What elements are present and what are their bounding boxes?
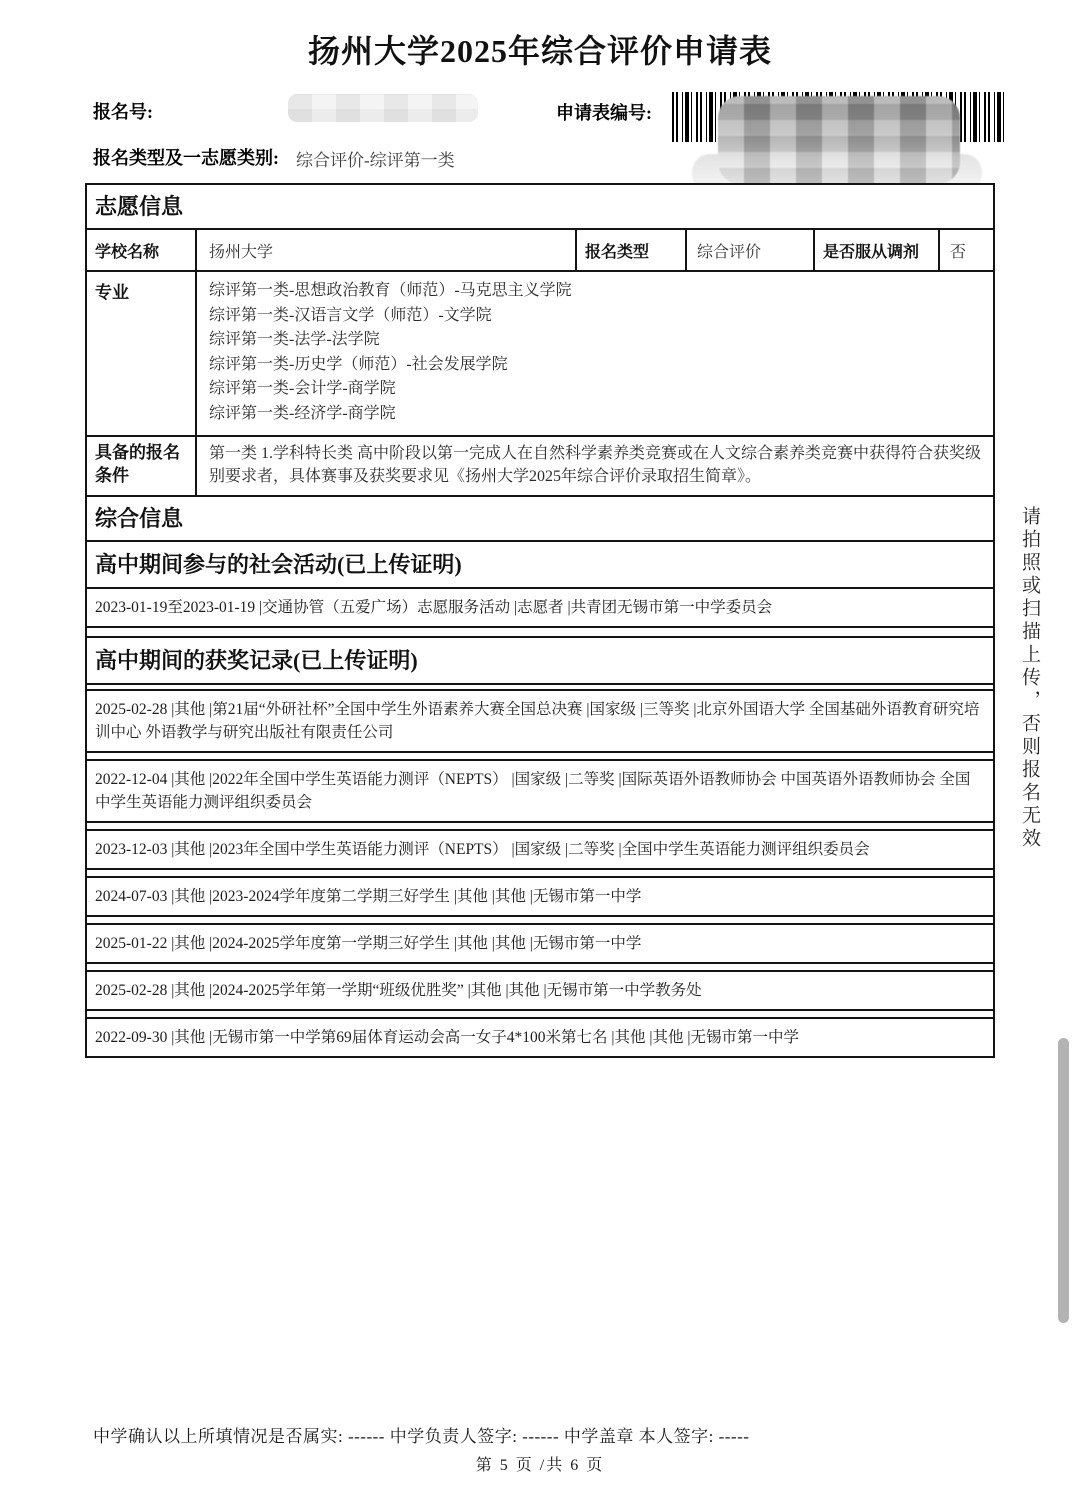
adjust-label: 是否服从调剂 bbox=[815, 230, 940, 270]
form-table bbox=[85, 183, 995, 1058]
major-label: 专业 bbox=[87, 272, 197, 435]
award-row: 2024-07-03 |其他 |2023-2024学年度第二学期三好学生 |其他 |其他 |无锡市第一中学 bbox=[87, 876, 993, 917]
major-item: 综评第一类-会计学-商学院 bbox=[209, 380, 396, 397]
major-item: 综评第一类-历史学（师范）-社会发展学院 bbox=[209, 355, 508, 373]
major-item: 综评第一类-汉语言文学（师范）-文学院 bbox=[209, 306, 492, 324]
upload-reminder-note: 请拍照或扫描上传，否则报名无效 bbox=[1019, 506, 1040, 851]
condition-row bbox=[87, 437, 993, 497]
apply-type-label: 报名类型 bbox=[577, 230, 687, 270]
social-activities-title: 高中期间参与的社会活动(已上传证明) bbox=[87, 542, 993, 589]
awards-title: 高中期间的获奖记录(已上传证明) bbox=[87, 636, 993, 685]
form-no-barcode bbox=[672, 92, 1004, 142]
award-row: 2022-09-30 |其他 |无锡市第一中学第69届体育运动会高一女子4*100米第七名 |其他 |其他 |无锡市第一中学 bbox=[87, 1017, 993, 1056]
majors-row bbox=[87, 272, 993, 437]
section-title-comprehensive: 综合信息 bbox=[87, 497, 993, 542]
reg-no-label: 报名号: bbox=[93, 102, 153, 122]
page-title: 扬州大学2025年综合评价申请表 bbox=[307, 33, 772, 69]
page-number: 第 5 页 /共 6 页 bbox=[475, 1457, 605, 1474]
reg-no-redaction bbox=[288, 94, 478, 122]
apply-category-label: 报名类型及一志愿类别: bbox=[93, 148, 279, 168]
award-row: 2025-02-28 |其他 |2024-2025学年第一学期“班级优胜奖” |其他 |其他 |无锡市第一中学教务处 bbox=[87, 970, 993, 1011]
apply-category-value: 综合评价-综评第一类 bbox=[296, 151, 455, 170]
award-row: 2025-02-28 |其他 |第21届“外研社杯”全国中学生外语素养大赛全国总决赛 |国家级 |三等奖 |北京外国语大学 全国基础外语教育研究培训中心 外语教学与研究出版社有限责任公司 bbox=[87, 689, 993, 753]
social-activity-row: 2023-01-19至2023-01-19 |交通协管（五爱广场）志愿服务活动 |志愿者 |共青团无锡市第一中学委员会 bbox=[87, 589, 993, 628]
form-no-label: 申请表编号: bbox=[556, 103, 652, 123]
scrollbar-thumb[interactable] bbox=[1058, 1038, 1069, 1323]
award-row: 2022-12-04 |其他 |2022年全国中学生英语能力测评（NEPTS） |国家级 |二等奖 |国际英语外语教师协会 中国英语外语教师协会 全国中学生英语能力测评组织委员会 bbox=[87, 759, 993, 823]
major-item: 综评第一类-思想政治教育（师范）-马克思主义学院 bbox=[209, 282, 572, 299]
school-name-value: 扬州大学 bbox=[197, 230, 577, 270]
condition-label: 具备的报名条件 bbox=[87, 437, 197, 495]
major-item: 综评第一类-经济学-商学院 bbox=[209, 404, 396, 422]
major-item: 综评第一类-法学-法学院 bbox=[209, 331, 380, 348]
award-row: 2025-01-22 |其他 |2024-2025学年度第一学期三好学生 |其他 |其他 |无锡市第一中学 bbox=[87, 923, 993, 964]
award-row: 2023-12-03 |其他 |2023年全国中学生英语能力测评（NEPTS） |国家级 |二等奖 |全国中学生英语能力测评组织委员会 bbox=[87, 829, 993, 870]
section-title-volunteer: 志愿信息 bbox=[87, 185, 993, 230]
apply-type-value: 综合评价 bbox=[687, 230, 815, 270]
school-row bbox=[87, 230, 993, 272]
section-gap bbox=[87, 628, 993, 636]
school-name-label: 学校名称 bbox=[87, 230, 197, 270]
school-confirmation-line: 中学确认以上所填情况是否属实: ------ 中学负责人签字: ------ 中学盖章 本人签字: ----- bbox=[93, 1427, 750, 1446]
condition-text: 第一类 1.学科特长类 高中阶段以第一完成人在自然科学素养类竞赛或在人文综合素养类竞赛中获得符合获奖级别要求者，具体赛事及获奖要求见《扬州大学2025年综合评价录取招生简章》。 bbox=[209, 445, 982, 485]
major-list bbox=[197, 272, 993, 435]
adjust-value: 否 bbox=[950, 243, 967, 261]
barcode-redaction bbox=[718, 96, 960, 184]
